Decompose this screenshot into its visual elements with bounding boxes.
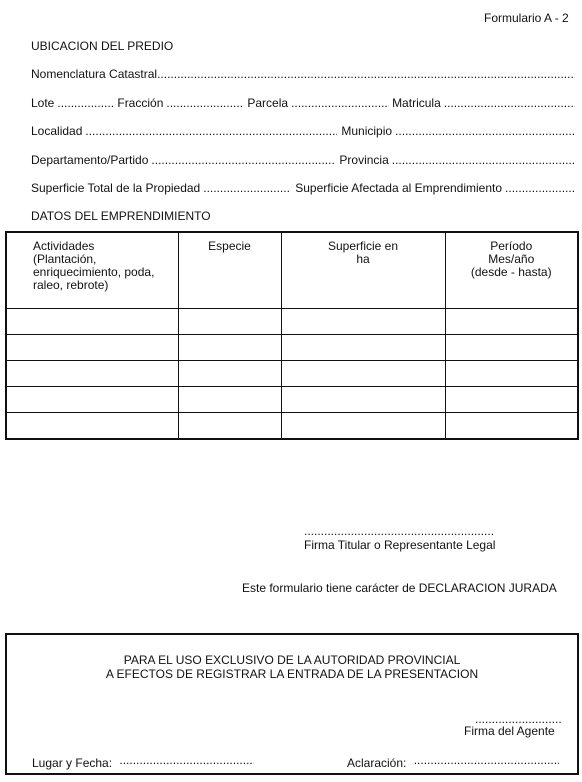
activities-table xyxy=(5,231,579,440)
table-cell[interactable] xyxy=(281,361,445,387)
table-cell[interactable] xyxy=(445,413,578,440)
field-label-provincia: Provincia xyxy=(339,153,389,167)
section-title-predio: UBICACION DEL PREDIO xyxy=(31,39,174,53)
table-cell[interactable] xyxy=(281,413,445,440)
field-blank-parcela[interactable] xyxy=(291,96,389,110)
field-label-nomenclatura: Nomenclatura Catastral xyxy=(31,67,158,81)
header-superficie xyxy=(281,232,445,309)
field-label-matricula: Matricula xyxy=(392,96,441,110)
header-line: (Plantación, xyxy=(33,252,97,266)
table-header-row xyxy=(6,232,578,309)
field-blank-superficie-afectada[interactable] xyxy=(505,181,575,195)
table-cell[interactable] xyxy=(281,335,445,361)
field-blank-superficie-total[interactable] xyxy=(203,181,291,195)
field-label-municipio: Municipio xyxy=(341,124,393,138)
field-line-localidad xyxy=(31,124,575,140)
table-row xyxy=(6,413,578,440)
office-use-box xyxy=(5,633,579,775)
aclaracion-label: Aclaración: xyxy=(347,756,407,770)
table-cell[interactable] xyxy=(6,387,178,413)
header-line: enriquecimiento, poda, xyxy=(33,265,155,279)
field-label-fraccion: Fracción xyxy=(117,96,164,110)
section-title-emprendimiento: DATOS DEL EMPRENDIMIENTO xyxy=(31,209,211,223)
table-row xyxy=(6,387,578,413)
field-line-lote xyxy=(31,96,575,112)
header-line: Actividades xyxy=(33,239,95,253)
signature-label: Firma Titular o Representante Legal xyxy=(304,538,496,552)
field-blank-municipio[interactable] xyxy=(395,124,575,138)
header-line: ha xyxy=(356,252,370,266)
declaration-text: Este formulario tiene carácter de DECLARACION JURADA xyxy=(242,581,557,595)
field-blank-matricula[interactable] xyxy=(444,96,575,110)
field-blank-departamento[interactable] xyxy=(151,153,335,167)
field-blank-lote[interactable] xyxy=(57,96,114,110)
header-line: Especie xyxy=(208,239,251,253)
header-line: (desde - hasta) xyxy=(470,265,552,279)
table-cell[interactable] xyxy=(178,387,281,413)
form-code: Formulario A - 2 xyxy=(484,11,569,25)
header-line: Superficie en xyxy=(327,239,399,253)
table-cell[interactable] xyxy=(178,413,281,440)
agent-signature-dots[interactable]: .......................... xyxy=(475,712,562,726)
table-cell[interactable] xyxy=(6,413,178,440)
field-line-departamento xyxy=(31,153,575,169)
table-cell[interactable] xyxy=(178,335,281,361)
table-cell[interactable] xyxy=(178,309,281,335)
field-blank-fraccion[interactable] xyxy=(166,96,244,110)
field-label-lote: Lote xyxy=(31,96,55,110)
table-cell[interactable] xyxy=(281,387,445,413)
table-cell[interactable] xyxy=(445,387,578,413)
table-cell[interactable] xyxy=(6,361,178,387)
signature-dots[interactable]: ......................................................... xyxy=(304,524,495,538)
field-label-parcela: Parcela xyxy=(247,96,289,110)
agent-signature-label: Firma del Agente xyxy=(464,724,555,738)
table-cell[interactable] xyxy=(6,309,178,335)
field-label-superficie-afectada: Superficie Afectada al Emprendimiento xyxy=(295,181,503,195)
header-especie xyxy=(178,232,281,309)
field-line-nomenclatura xyxy=(31,67,575,83)
lugar-fecha-field xyxy=(32,753,254,770)
field-blank-provincia[interactable] xyxy=(392,153,575,167)
table-cell[interactable] xyxy=(445,335,578,361)
header-actividades xyxy=(6,232,178,309)
header-periodo xyxy=(445,232,578,309)
table-row xyxy=(6,335,578,361)
header-line: Período xyxy=(490,239,533,253)
table-cell[interactable] xyxy=(445,361,578,387)
lugar-fecha-blank[interactable] xyxy=(119,753,254,767)
table-row xyxy=(6,309,578,335)
field-line-superficie xyxy=(31,181,575,197)
aclaracion-field xyxy=(347,753,559,770)
aclaracion-blank[interactable] xyxy=(414,753,559,767)
lugar-fecha-label: Lugar y Fecha: xyxy=(32,756,113,770)
field-label-superficie-total: Superficie Total de la Propiedad xyxy=(31,181,201,195)
field-blank-nomenclatura[interactable] xyxy=(157,67,575,81)
table-cell[interactable] xyxy=(281,309,445,335)
field-blank-localidad[interactable] xyxy=(85,124,337,138)
header-line: Mes/año xyxy=(488,252,535,266)
field-label-localidad: Localidad xyxy=(31,124,83,138)
table-cell[interactable] xyxy=(445,309,578,335)
header-line: raleo, rebrote) xyxy=(33,278,109,292)
table-cell[interactable] xyxy=(6,335,178,361)
office-line-1: PARA EL USO EXCLUSIVO DE LA AUTORIDAD PROVINCIAL xyxy=(123,653,461,667)
table-cell[interactable] xyxy=(178,361,281,387)
field-label-departamento: Departamento/Partido xyxy=(31,153,149,167)
table-row xyxy=(6,361,578,387)
office-line-2: A EFECTOS DE REGISTRAR LA ENTRADA DE LA PRESENTACION xyxy=(105,667,479,681)
